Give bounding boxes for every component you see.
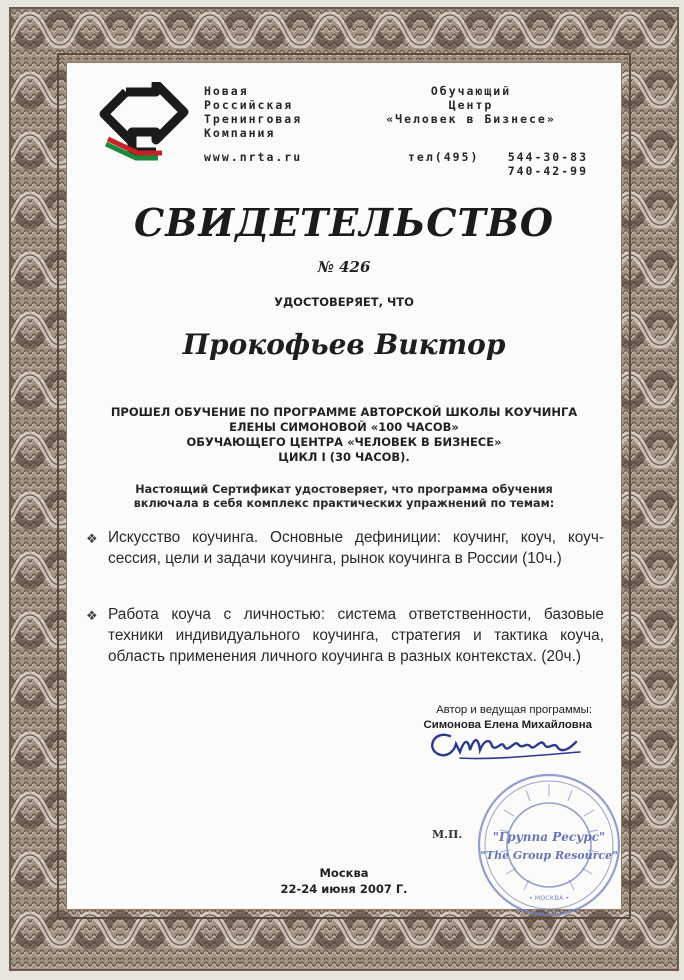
program-line: ОБУЧАЮЩЕГО ЦЕНТРА «ЧЕЛОВЕК В БИЗНЕСЕ» [186, 435, 502, 449]
company-line: Российская [204, 98, 294, 112]
intro-line: включала в себя комплекс практических упражнений по темам: [133, 497, 555, 510]
author-name: Симонова Елена Михайловна [423, 719, 592, 731]
topic-text: Работа коуча с личностью: система ответственности, базовые техники индивидуального коучинга, стратегия и тактика коуча, область применения личного коучинга в разных контекстах. (20ч.) [108, 606, 604, 665]
recipient-name: Прокофьев Виктор [182, 328, 506, 361]
program-line: ЕЛЕНЫ СИМОНОВОЙ «100 ЧАСОВ» [229, 420, 459, 434]
diamond-bullet-icon: ❖ [86, 608, 98, 623]
program-line: ПРОШЕЛ ОБУЧЕНИЕ ПО ПРОГРАММЕ АВТОРСКОЙ ШКОЛЫ КОУЧИНГА [110, 405, 578, 419]
center-line: «Человек в Бизнесе» [386, 112, 556, 126]
intro-line: Настоящий Сертификат удостоверяет, что программа обучения [135, 483, 553, 496]
stamp-text: "Группа Ресурс" [492, 830, 606, 844]
organization-stamp [474, 770, 624, 920]
center-line: Обучающий [430, 84, 512, 98]
date-text: 22-24 июня 2007 Г. [280, 882, 408, 896]
stamp-text: "The Group Resource" [480, 849, 618, 862]
author-label: Автор и ведущая программы: [436, 704, 592, 716]
diamond-bullet-icon: ❖ [86, 531, 98, 546]
company-line: Тренинговая [204, 112, 303, 126]
phone-numbers [500, 150, 588, 178]
city-text: Москва [319, 866, 369, 880]
company-line: Компания [204, 126, 276, 140]
company-line: Новая [204, 84, 249, 98]
topic-text: Искусство коучинга. Основные дефиниции: коучинг, коуч, коуч-сессия, цели и задачи коучинга, рынок коучинга в России (10ч.) [108, 529, 604, 567]
company-name-block [204, 84, 302, 140]
phone-number: 544-30-83 [507, 150, 588, 164]
company-logo [96, 82, 192, 162]
signature [420, 722, 590, 768]
intro-block [66, 483, 622, 511]
center-line: Центр [448, 98, 494, 112]
certificate-number: № 426 [317, 258, 371, 276]
certificate-title: СВИДЕТЕЛЬСТВО [134, 200, 554, 245]
website-text: www.nrta.ru [204, 150, 303, 164]
program-block [66, 405, 622, 465]
stamp-text: • МОСКВА • [528, 894, 570, 902]
certifies-text: УДОСТОВЕРЯЕТ, ЧТО [274, 295, 414, 309]
program-line: ЦИКЛ I (30 ЧАСОВ). [278, 450, 410, 464]
phone-number: 740-42-99 [507, 164, 588, 178]
seal-place-label: М.П. [432, 828, 463, 841]
center-name-block [358, 84, 584, 126]
phone-label: тел(495) [408, 150, 480, 164]
footer-block [66, 865, 622, 897]
